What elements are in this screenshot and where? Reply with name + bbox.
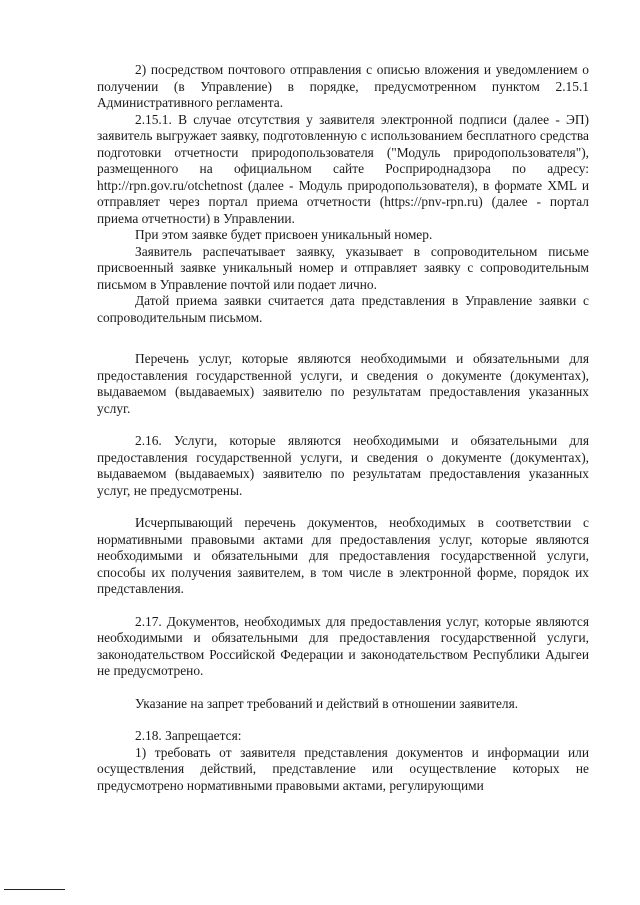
section-heading-documents-list: Исчерпывающий перечень документов, необходимых в соответствии с нормативными правовыми актами для предоставления услуг, которые являются необходимыми и обязательными для предоставления государственной услуги, способы их получения заявителем, в том числе в электронной форме, порядок их представления. [97,515,589,596]
paragraph-2-17: 2.17. Документов, необходимых для предоставления услуг, которые являются необходимыми и обязательными для предоставления государственной услуги, законодательством Российской Федерации и законодательством Республики Адыгеи не предусмотрено. [97,613,589,678]
spacer [97,712,589,728]
spacer [97,499,589,515]
footnote-divider [4,889,65,890]
spacer [97,680,589,696]
paragraph-unique-number: При этом заявке будет присвоен уникальный номер. [135,227,433,242]
paragraph-print-application: Заявитель распечатывает заявку, указывает в сопроводительном письме присвоенный заявке уникальный номер и отправляет заявку с сопроводительным письмом в Управление почтой или подает лично. [97,243,589,292]
section-heading-services-list: Перечень услуг, которые являются необходимыми и обязательными для предоставления государственной услуги, и сведения о документе (документах), выдаваемом (выдаваемых) заявителю по результатам предоставления указанных услуг. [97,351,589,416]
paragraph-2-15-1: 2.15.1. В случае отсутствия у заявителя электронной подписи (далее - ЭП) заявитель выгружает заявку, подготовленную с использованием бесплатного средства подготовки отчетности природопользователя ("Модуль природопользователя"), размещенного на официальном сайте Росприроднадзора по адресу: http://rpn.gov.ru/otchetnost (далее - Модуль природопользователя), в формате XML и отправляет через портал приема отчетности (https://pnv-rpn.ru) (далее - портал приема отчетности) в Управлении. [97,111,589,226]
spacer [97,417,589,433]
document-page [97,62,589,794]
paragraph-2-18: 2.18. Запрещается: [135,728,242,743]
paragraph-acceptance-date: Датой приема заявки считается дата представления в Управление заявки с сопроводительным письмом. [97,293,589,325]
paragraph-2-16: 2.16. Услуги, которые являются необходимыми и обязательными для предоставления государственной услуги, и сведения о документе (документах), выдаваемом (выдаваемых) заявителю по результатам предоставления указанных услуг, не предусмотрены. [97,433,589,498]
paragraph-postal-method: 2) посредством почтового отправления с описью вложения и уведомлением о получении (в Управление) в порядке, предусмотренном пунктом 2.15.1 Административного регламента. [97,62,589,110]
section-heading-prohibitions: Указание на запрет требований и действий в отношении заявителя. [135,695,519,711]
paragraph-prohibition-1: 1) требовать от заявителя представления документов и информации или осуществления действий, представление или осуществление которых не предусмотрено нормативными правовыми актами, регулирующими [97,744,589,793]
spacer [97,326,589,351]
spacer [97,598,589,614]
